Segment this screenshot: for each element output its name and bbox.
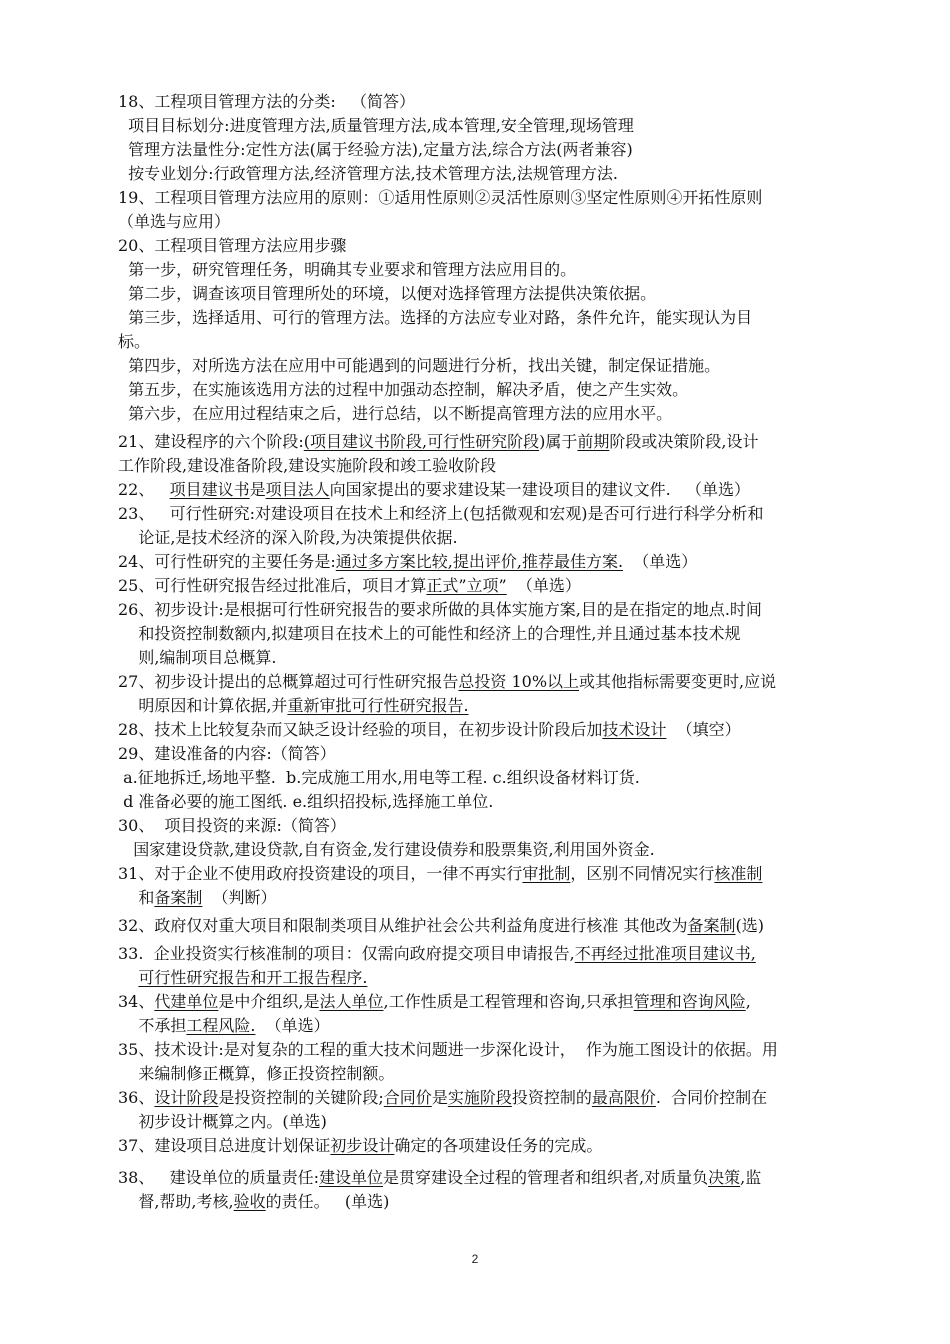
text-segment: 28、技术上比较复杂而又缺乏设计经验的项目，在初步设计阶段后加 (118, 720, 603, 739)
text-line (118, 1086, 767, 1110)
text-segment: 国家建设贷款,建设贷款,自有资金,发行建设债券和股票集资,利用国外资金. (118, 840, 655, 859)
text-segment: 则,编制项目总概算. (118, 648, 277, 667)
text-line (118, 598, 762, 622)
text-line (118, 670, 776, 694)
text-segment: 和 (118, 888, 155, 907)
text-line (118, 526, 458, 550)
text-segment: 按专业划分:行政管理方法,经济管理方法,技术管理方法,法规管理方法. (118, 164, 618, 183)
text-segment: )属于 (539, 432, 578, 451)
text-segment: 35、技术设计:是对复杂的工程的重大技术问题进一步深化设计， 作为施工图设计的依据。用 (118, 1040, 778, 1059)
underlined-term: 代建单位 (154, 992, 219, 1011)
text-segment: 26、初步设计:是根据可行性研究报告的要求所做的具体实施方案,目的是在指定的地点.时间 (118, 600, 762, 619)
underlined-term: 决策 (708, 1168, 741, 1187)
text-segment: 管理方法量性分:定性方法(属于经验方法),定量方法,综合方法(两者兼容) (118, 140, 633, 159)
text-segment: 38、 建设单位的质量责任: (118, 1168, 320, 1187)
underlined-term: 备案制 (154, 888, 203, 907)
text-segment: 标。 (118, 332, 151, 351)
text-segment: （单选与应用） (118, 212, 231, 231)
text-line (118, 966, 367, 990)
text-segment: 项目目标划分:进度管理方法,质量管理方法,成本管理,安全管理,现场管理 (118, 116, 634, 135)
text-segment: 第二步，调查该项目管理所处的环境，以便对选择管理方法提供决策依据。 (118, 284, 657, 303)
text-segment: (选) (735, 916, 764, 935)
text-line (118, 1014, 330, 1038)
underlined-term: 备案制 (687, 916, 736, 935)
text-line (118, 186, 762, 210)
text-line (118, 814, 346, 838)
text-segment: 确定的各项建设任务的完成。 (394, 1136, 603, 1155)
text-segment: 第一步，研究管理任务，明确其专业要求和管理方法应用目的。 (118, 260, 577, 279)
text-segment: 23、 可行性研究:对建设项目在技术上和经济上(包括微观和宏观)是否可行进行科学分析和 (118, 504, 764, 523)
text-segment: 33. 企业投资实行核准制的项目：仅需向政府提交项目申请报告, (118, 944, 575, 963)
text-segment: （判断） (202, 888, 277, 907)
text-line (118, 114, 634, 138)
text-line (118, 282, 656, 306)
underlined-term: 法人单位 (319, 992, 384, 1011)
underlined-term: 设计阶段 (154, 1088, 219, 1107)
text-line (118, 1190, 389, 1214)
text-segment: 24、可行性研究的主要任务是: (118, 552, 336, 571)
text-segment: 是贯穿建设全过程的管理者和组织者,对质量负 (383, 1168, 709, 1187)
text-line (118, 138, 633, 162)
underlined-term: 初步设计 (330, 1136, 395, 1155)
text-line (118, 990, 751, 1014)
text-segment: 30、 项目投资的来源:（简答） (118, 816, 346, 835)
text-line (118, 574, 581, 598)
text-segment: , (745, 992, 751, 1011)
text-segment: 31、对于企业不使用政府投资建设的项目，一律不再实行 (118, 864, 523, 883)
text-line (118, 306, 752, 330)
text-line (118, 402, 672, 426)
text-line (118, 838, 655, 862)
text-segment: 29、建设准备的内容:（简答） (118, 744, 336, 763)
text-line (118, 862, 762, 886)
underlined-term: (项目建议书阶段,可行性研究阶段 (303, 432, 540, 451)
text-line (118, 550, 697, 574)
text-line (118, 162, 618, 186)
text-segment: 19、工程项目管理方法应用的原则：①适用性原则②灵活性原则③坚定性原则④开拓性原则 (118, 188, 763, 207)
text-segment: 27、初步设计提出的总概算超过可行性研究报告 (118, 672, 459, 691)
text-segment: 18、工程项目管理方法的分类: （简答） (118, 92, 416, 111)
underlined-term: 项目法人 (265, 480, 330, 499)
underlined-term: 合同价 (383, 1088, 432, 1107)
underlined-term: 正式”立项” (426, 576, 507, 595)
text-segment: ,监 (740, 1168, 762, 1187)
text-segment: （单选） (506, 576, 581, 595)
text-segment: 和投资控制数额内,拟建项目在技术上的可能性和经济上的合理性,并且通过基本技术规 (118, 624, 741, 643)
underlined-term: 最高限价 (591, 1088, 656, 1107)
text-segment: （单选） (255, 1016, 330, 1035)
text-segment: 34、 (118, 992, 155, 1011)
underlined-term: 总投资 10%以上 (458, 672, 580, 691)
text-line (118, 330, 150, 354)
text-segment: 督,帮助,考核, (118, 1192, 234, 1211)
text-line (118, 478, 750, 502)
text-segment: ，区别不同情况实行 (570, 864, 715, 883)
underlined-term: 管理和咨询风险 (633, 992, 746, 1011)
text-segment: 或其他指标需要变更时,应说 (579, 672, 777, 691)
text-segment: . 合同价控制在 (655, 1088, 768, 1107)
text-segment: 20、工程项目管理方法应用步骤 (118, 236, 347, 255)
text-segment: 向国家提出的要求建设某一建设项目的建议文件. （单选） (329, 480, 751, 499)
text-line (118, 1062, 394, 1086)
text-line (118, 1038, 778, 1062)
text-line (118, 622, 741, 646)
text-segment: 21、建设程序的六个阶段: (118, 432, 304, 451)
text-segment: 37、建设项目总进度计划保证 (118, 1136, 331, 1155)
text-line (118, 430, 758, 454)
text-line (118, 742, 336, 766)
text-line (118, 234, 346, 258)
text-segment: 投资控制的 (511, 1088, 592, 1107)
text-line (118, 90, 415, 114)
text-segment: （单选） (623, 552, 698, 571)
text-segment: 初步设计概算之内。(单选) (118, 1112, 327, 1131)
page-number: 2 (471, 1252, 479, 1266)
text-segment: 第六步，在应用过程结束之后，进行总结，以不断提高管理方法的应用水平。 (118, 404, 673, 423)
text-segment: a.征地拆迁,场地平整. b.完成施工用水,用电等工程. c.组织设备材料订货. (118, 768, 640, 787)
text-line (118, 886, 277, 910)
text-line (118, 1110, 327, 1134)
text-line (118, 1134, 602, 1158)
underlined-term: 重新审批可行性研究报告. (287, 696, 469, 715)
underlined-term: 工程风险. (186, 1016, 256, 1035)
text-line (118, 766, 640, 790)
underlined-term: 建设单位 (319, 1168, 384, 1187)
underlined-term: 前期 (577, 432, 610, 451)
text-segment: 第四步，对所选方法在应用中可能遇到的问题进行分析，找出关键，制定保证措施。 (118, 356, 721, 375)
text-segment: 阶段或决策阶段,设计 (609, 432, 759, 451)
text-segment: 工作阶段,建设准备阶段,建设实施阶段和竣工验收阶段 (118, 456, 497, 475)
underlined-term: 通过多方案比较,提出评价,推荐最佳方案. (335, 552, 624, 571)
text-line (118, 454, 496, 478)
text-segment: 25、可行性研究报告经过批准后，项目才算 (118, 576, 427, 595)
text-segment: 的责任。 (单选) (265, 1192, 390, 1211)
text-segment: 是 (249, 480, 266, 499)
text-segment: 来编制修正概算，修正投资控制额。 (118, 1064, 395, 1083)
text-segment: 36、 (118, 1088, 155, 1107)
text-segment: 不承担 (118, 1016, 187, 1035)
text-segment: 第五步，在实施该选用方法的过程中加强动态控制，解决矛盾，使之产生实效。 (118, 380, 689, 399)
underlined-term: 不再经过批准项目建议书, (574, 944, 756, 963)
text-line (118, 1166, 761, 1190)
text-segment: 32、政府仅对重大项目和限制类项目从维护社会公共利益角度进行核准 其他改为 (118, 916, 688, 935)
text-segment: ,工作性质是工程管理和咨询,只承担 (383, 992, 634, 1011)
text-segment: d 准备必要的施工图纸. e.组织招投标,选择施工单位. (118, 792, 494, 811)
text-line (118, 942, 756, 966)
text-segment: 是 (431, 1088, 448, 1107)
underlined-term: 实施阶段 (447, 1088, 512, 1107)
text-segment (118, 968, 138, 987)
text-line (118, 790, 493, 814)
text-segment: 是中介组织,是 (218, 992, 320, 1011)
text-segment: （填空） (666, 720, 741, 739)
underlined-term: 技术设计 (602, 720, 667, 739)
underlined-term: 核准制 (714, 864, 763, 883)
text-line (118, 718, 741, 742)
underlined-term: 验收 (233, 1192, 266, 1211)
underlined-term: 项目建议书 (169, 480, 250, 499)
text-line (118, 646, 277, 670)
text-line (118, 914, 764, 938)
text-segment: 是投资控制的关键阶段; (218, 1088, 384, 1107)
text-line (118, 210, 230, 234)
text-segment: 论证,是技术经济的深入阶段,为决策提供依据. (118, 528, 458, 547)
text-segment: 22、 (118, 480, 170, 499)
text-line (118, 502, 764, 526)
text-line (118, 694, 469, 718)
text-line (118, 354, 720, 378)
text-segment: 第三步，选择适用、可行的管理方法。选择的方法应专业对路，条件允许，能实现认为目 (118, 308, 753, 327)
text-segment: 明原因和计算依据,并 (118, 696, 288, 715)
underlined-term: 审批制 (522, 864, 571, 883)
text-line (118, 378, 688, 402)
text-line (118, 258, 576, 282)
underlined-term: 可行性研究报告和开工报告程序. (138, 968, 368, 987)
